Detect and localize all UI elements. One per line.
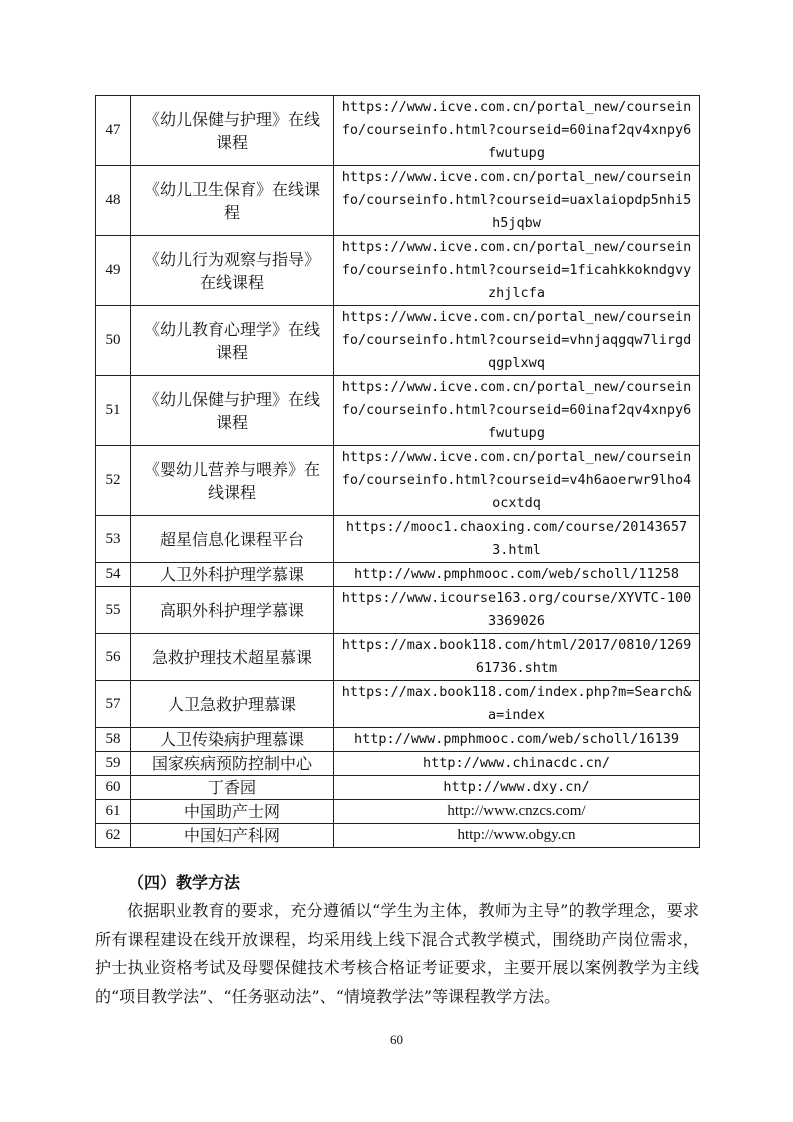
body-paragraph: 依据职业教育的要求，充分遵循以“学生为主体，教师为主导”的教学理念，要求所有课程建设在线开放课程，均采用线上线下混合式教学模式，围绕助产岗位需求，护士执业资格考试及母婴保健技术考核合格证考证要求，主要开展以案例教学为主线的“项目教学法”、“任务驱动法”、“情境教学法”等课程教学方法。: [95, 901, 699, 1006]
row-number: 55: [96, 587, 131, 634]
row-number: 59: [96, 752, 131, 776]
resource-name: 中国助产士网: [131, 800, 334, 824]
row-number: 54: [96, 563, 131, 587]
resource-name: 人卫急救护理慕课: [131, 681, 334, 728]
resource-name: 急救护理技术超星慕课: [131, 634, 334, 681]
resource-name: 《幼儿教育心理学》在线课程: [131, 306, 334, 376]
table-row: [96, 96, 700, 166]
resource-name: 中国妇产科网: [131, 824, 334, 848]
section-heading: （四）教学方法: [128, 873, 241, 892]
row-number: 51: [96, 376, 131, 446]
resource-url: http://www.dxy.cn/: [334, 776, 700, 800]
resource-name: 丁香园: [131, 776, 334, 800]
row-number: 47: [96, 96, 131, 166]
resource-table: [95, 95, 700, 848]
row-number: 49: [96, 236, 131, 306]
resource-url: https://max.book118.com/index.php?m=Search&a=index: [334, 681, 700, 728]
row-number: 57: [96, 681, 131, 728]
table-row: [96, 800, 700, 824]
resource-name: 人卫传染病护理慕课: [131, 728, 334, 752]
table-row: [96, 824, 700, 848]
resource-url: https://www.icve.com.cn/portal_new/courseinfo/courseinfo.html?courseid=1ficahkkokndgvyzhjlcfa: [334, 236, 700, 306]
resource-name: 人卫外科护理学慕课: [131, 563, 334, 587]
resource-url: https://www.icve.com.cn/portal_new/courseinfo/courseinfo.html?courseid=vhnjaqgqw7lirgdqgplxwq: [334, 306, 700, 376]
resource-url: http://www.chinacdc.cn/: [334, 752, 700, 776]
table-row: [96, 516, 700, 563]
table-row: [96, 166, 700, 236]
row-number: 52: [96, 446, 131, 516]
table-row: [96, 681, 700, 728]
resource-url: https://www.icve.com.cn/portal_new/courseinfo/courseinfo.html?courseid=uaxlaiopdp5nhi5h5jqbw: [334, 166, 700, 236]
row-number: 61: [96, 800, 131, 824]
row-number: 53: [96, 516, 131, 563]
row-number: 50: [96, 306, 131, 376]
resource-url: http://www.pmphmooc.com/web/scholl/16139: [334, 728, 700, 752]
row-number: 60: [96, 776, 131, 800]
table-row: [96, 376, 700, 446]
row-number: 56: [96, 634, 131, 681]
resource-url: https://www.icourse163.org/course/XYVTC-1003369026: [334, 587, 700, 634]
resource-url: http://www.obgy.cn: [334, 824, 700, 848]
resource-name: 国家疾病预防控制中心: [131, 752, 334, 776]
resource-url: https://www.icve.com.cn/portal_new/courseinfo/courseinfo.html?courseid=60inaf2qv4xnpy6fwutupg: [334, 96, 700, 166]
resource-name: 《幼儿卫生保育》在线课程: [131, 166, 334, 236]
resource-name: 《幼儿保健与护理》在线课程: [131, 376, 334, 446]
resource-url: https://max.book118.com/html/2017/0810/126961736.shtm: [334, 634, 700, 681]
resource-url: http://www.pmphmooc.com/web/scholl/11258: [334, 563, 700, 587]
table-row: [96, 752, 700, 776]
row-number: 62: [96, 824, 131, 848]
resource-url: https://www.icve.com.cn/portal_new/courseinfo/courseinfo.html?courseid=v4h6aoerwr9lho4ocxtdq: [334, 446, 700, 516]
table-row: [96, 563, 700, 587]
resource-name: 超星信息化课程平台: [131, 516, 334, 563]
resource-url: https://mooc1.chaoxing.com/course/201436573.html: [334, 516, 700, 563]
resource-url: https://www.icve.com.cn/portal_new/courseinfo/courseinfo.html?courseid=60inaf2qv4xnpy6fwutupg: [334, 376, 700, 446]
table-row: [96, 776, 700, 800]
resource-name: 高职外科护理学慕课: [131, 587, 334, 634]
table-row: [96, 728, 700, 752]
table-row: [96, 587, 700, 634]
resource-url: http://www.cnzcs.com/: [334, 800, 700, 824]
resource-name: 《婴幼儿营养与喂养》在线课程: [131, 446, 334, 516]
table-row: [96, 634, 700, 681]
row-number: 48: [96, 166, 131, 236]
table-row: [96, 446, 700, 516]
resource-name: 《幼儿行为观察与指导》在线课程: [131, 236, 334, 306]
resource-name: 《幼儿保健与护理》在线课程: [131, 96, 334, 166]
table-row: [96, 306, 700, 376]
row-number: 58: [96, 728, 131, 752]
page-number: 60: [390, 1032, 403, 1047]
table-row: [96, 236, 700, 306]
